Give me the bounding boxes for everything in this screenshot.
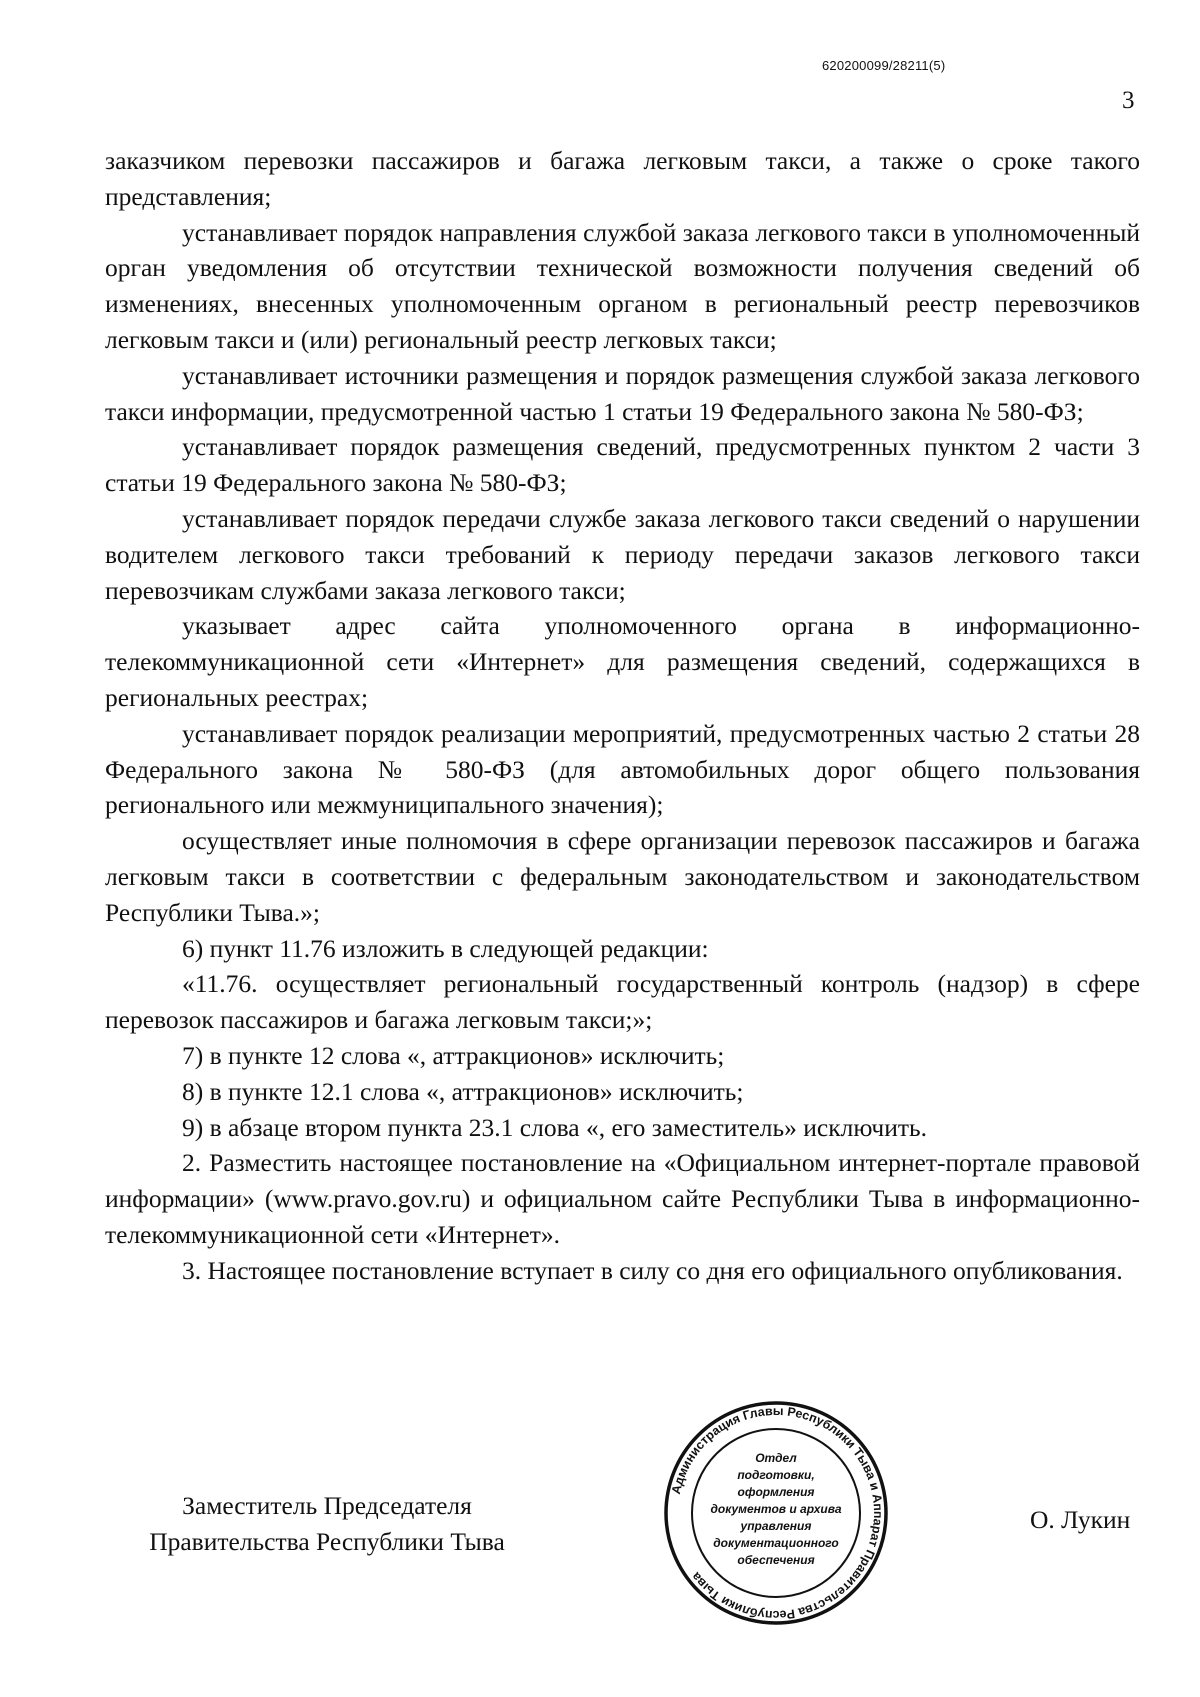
signatory-position-line-1: Заместитель Председателя [182,1491,472,1520]
signatory-position [112,1488,542,1560]
signatory-position-line-2: Правительства Республики Тыва [149,1527,505,1556]
official-stamp [663,1400,889,1626]
paragraph-15: 3. Настоящее постановление вступает в силу со дня его официального опубликования. [182,1255,1123,1285]
paragraph-11: 7) в пункте 12 слова «, аттракционов» исключить; [182,1040,725,1070]
paragraph-2: устанавливает порядок направления службой заказа легкового такси в уполномоченный орган уведомления об отсутствии технической возможности получения сведений об изменениях, внесенных уполномоченным органом в региональный реестр перевозчиков легковым такси и (или) региональный реестр легковых такси; [105,217,1140,354]
stamp-center-line-6: документационного [713,1536,839,1550]
stamp-center-line-4: документов и архива [710,1502,842,1516]
paragraph-10: «11.76. осуществляет региональный государственный контроль (надзор) в сфере перевозок пассажиров и багажа легковым такси;»; [105,969,1140,1035]
page-number: 3 [1122,87,1135,114]
stamp-center-line-1: Отдел [755,1451,797,1465]
paragraph-3: устанавливает источники размещения и порядок размещения службой заказа легкового такси информации, предусмотренной частью 1 статьи 19 Федерального закона № 580-ФЗ; [105,360,1140,426]
paragraph-6: указывает адрес сайта уполномоченного органа в информационно-телекоммуникационной сети «Интернет» для размещения сведений, содержащихся в региональных реестрах; [105,611,1140,712]
paragraph-9: 6) пункт 11.76 изложить в следующей редакции: [182,933,709,963]
paragraph-4: устанавливает порядок размещения сведений, предусмотренных пунктом 2 части 3 статьи 19 Федерального закона № 580-ФЗ; [105,432,1140,498]
stamp-center-line-2: подготовки, [737,1468,815,1482]
paragraph-5: устанавливает порядок передачи службе заказа легкового такси сведений о нарушении водителем легкового такси требований к периоду передачи заказов легкового такси перевозчикам службами заказа легкового такси; [105,503,1140,605]
paragraph-12: 8) в пункте 12.1 слова «, аттракционов» исключить; [182,1076,744,1106]
paragraph-7: устанавливает порядок реализации мероприятий, предусмотренных частью 2 статьи 28 Федерального закона № 580-ФЗ (для автомобильных дорог общего пользования регионального или межмуниципального значения); [105,718,1140,820]
paragraph-14: 2. Разместить настоящее постановление на «Официальном интернет-портале правовой информации» (www.pravo.gov.ru) и официальном сайте Республики Тыва в информационно-телекоммуникационной сети «Интернет». [105,1148,1140,1249]
stamp-center-line-5: управления [740,1519,812,1533]
paragraph-8: осуществляет иные полномочия в сфере организации перевозок пассажиров и багажа легковым такси в соответствии с федеральным законодательством и законодательством Республики Тыва.»; [105,826,1140,927]
document-body [105,143,1140,1289]
signatory-name: О. Лукин [1030,1505,1131,1534]
stamp-center-line-7: обеспечения [737,1553,815,1567]
paragraph-13: 9) в абзаце втором пункта 23.1 слова «, его заместитель» исключить. [182,1112,928,1142]
stamp-ring-text: Администрация Главы Республики Тыва и Аппарат Правительства Республики Тыва [668,1403,886,1623]
stamp-center-line-3: оформления [737,1485,815,1499]
document-code: 620200099/28211(5) [822,58,946,73]
paragraph-1: заказчиком перевозки пассажиров и багажа легковым такси, а также о сроке такого представления; [105,146,1140,211]
